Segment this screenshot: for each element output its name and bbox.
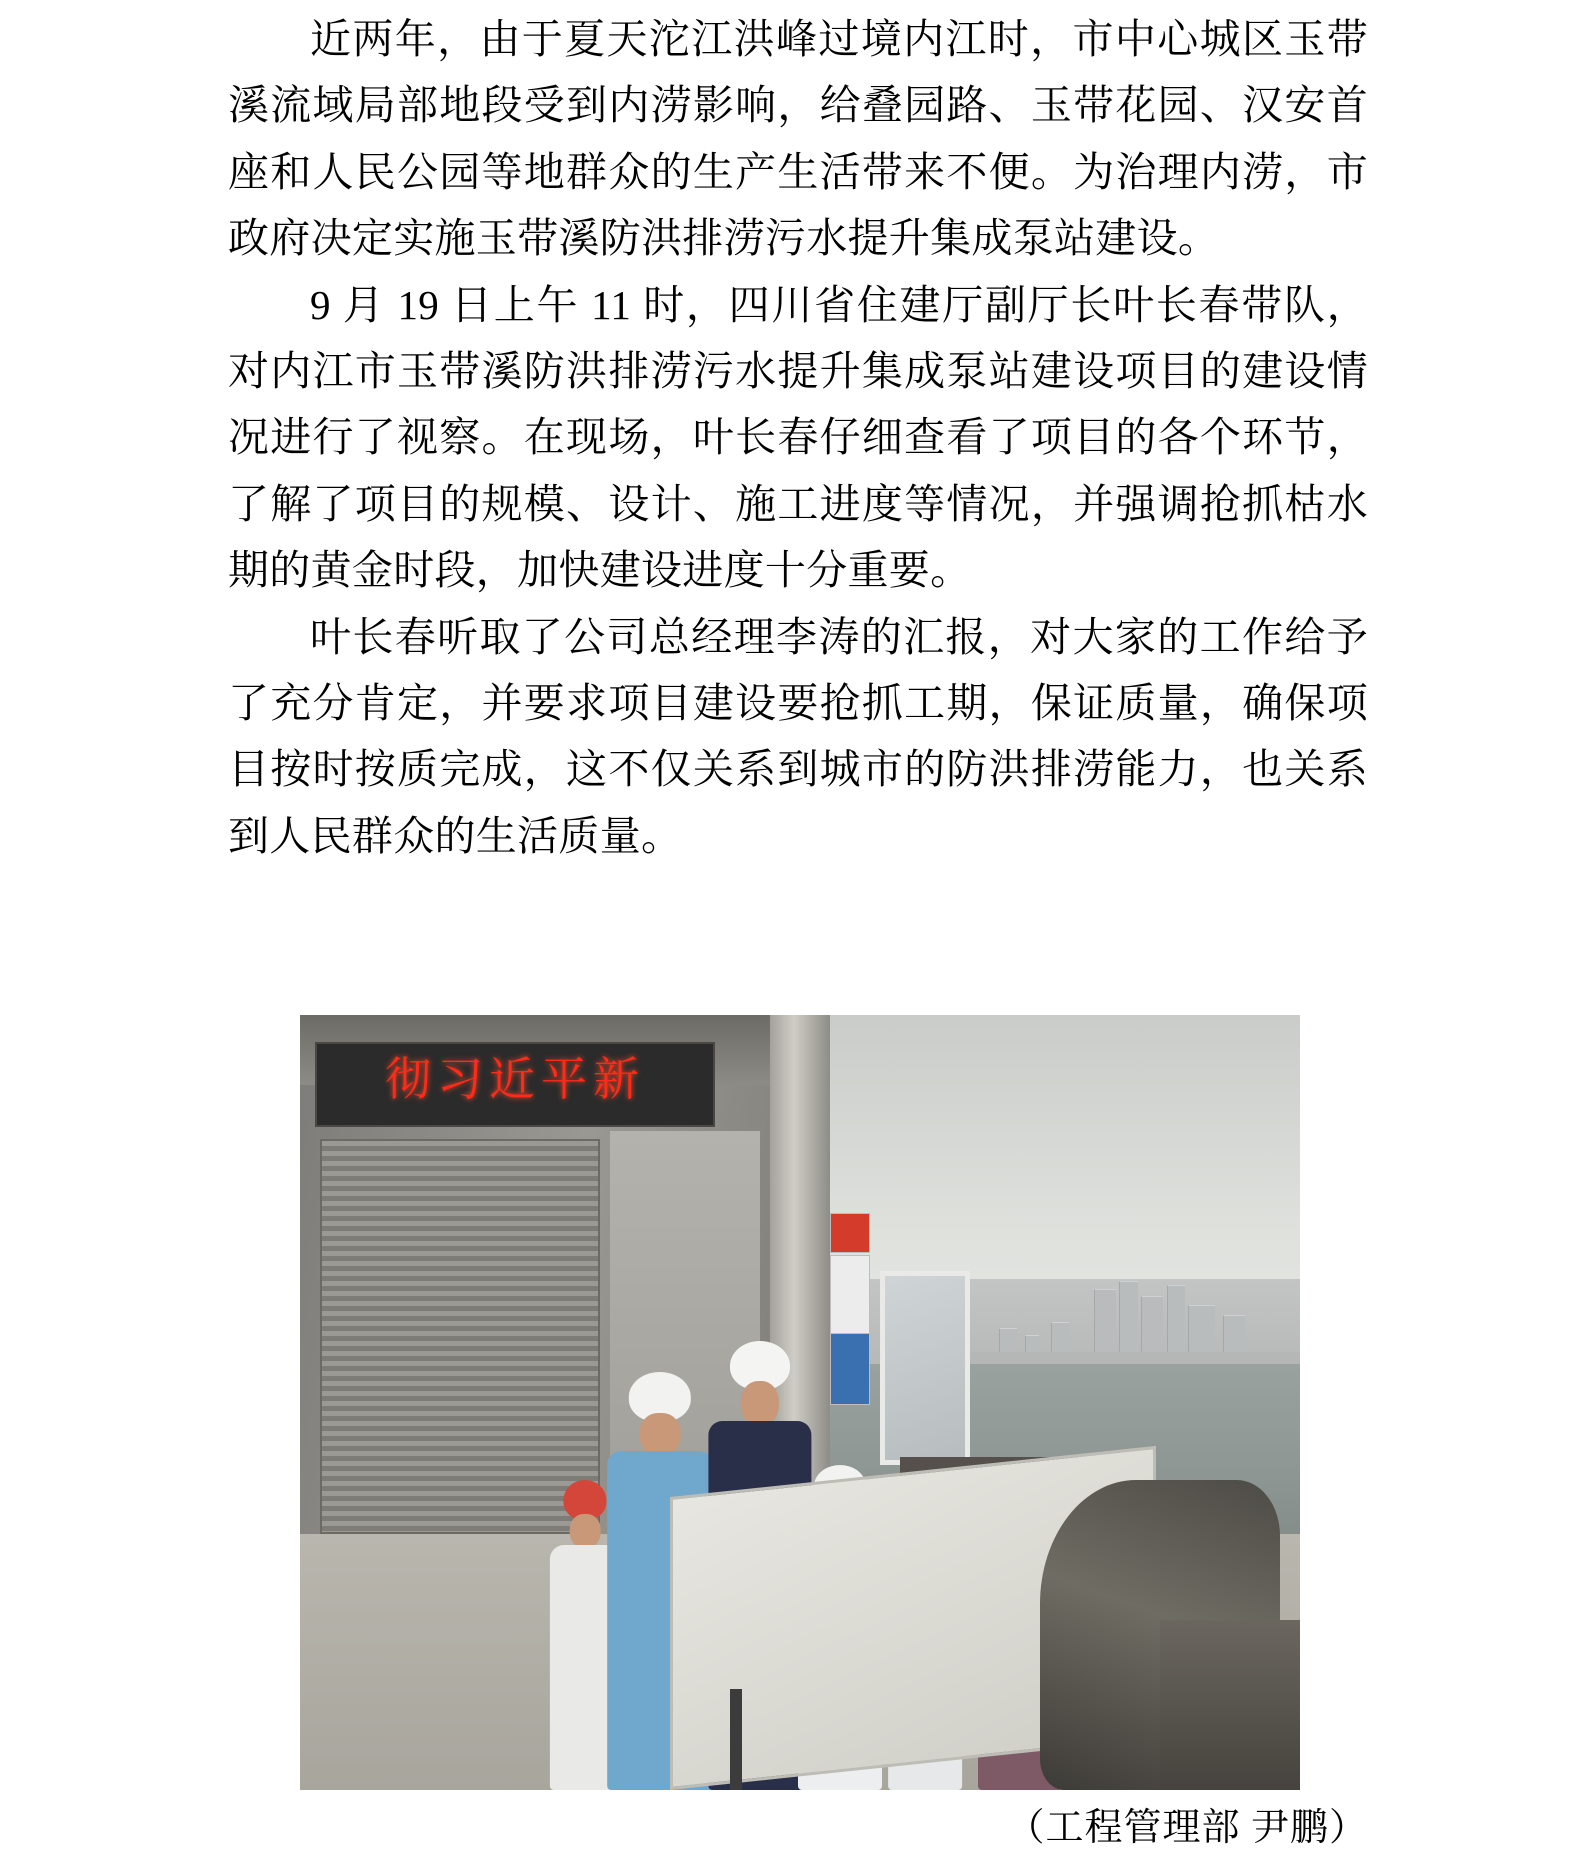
photo-machinery-base (1160, 1620, 1300, 1791)
photo-poster-red (830, 1213, 870, 1254)
figure-caption: （工程管理部 尹鹏） (1006, 1807, 1368, 1849)
photo-head (570, 1514, 601, 1548)
photo-canvas (300, 1015, 1300, 1790)
paragraph-2: 9 月 19 日上午 11 时，四川省住建厅副厅长叶长春带队，对内江市玉带溪防洪排涝污水提升集成泵站建设项目的建设情况进行了视察。在现场，叶长春仔细查看了项目的各个环节，了解了项目的规模、设计、施工进度等情况，并强调抢抓枯水期的黄金时段，加快建设进度十分重要。 (228, 281, 1368, 594)
figure-inspection-photo (300, 1015, 1300, 1790)
paragraph-3: 叶长春听取了公司总经理李涛的汇报，对大家的工作给予了充分肯定，并要求项目建设要抢抓工期，保证质量，确保项目按时按质完成，这不仅关系到城市的防洪排涝能力，也关系到人民群众的生活质量。 (228, 613, 1368, 859)
photo-head (640, 1413, 681, 1455)
photo-poster-blue (830, 1333, 870, 1405)
photo-head (741, 1381, 779, 1426)
led-banner-text: 彻习近平新 (315, 1042, 715, 1127)
photo-window (880, 1271, 970, 1465)
article-body (228, 6, 1368, 869)
paragraph-1: 近两年，由于夏天沱江洪峰过境内江时，市中心城区玉带溪流域局部地段受到内涝影响，给叠园路、玉带花园、汉安首座和人民公园等地群众的生产生活带来不便。为治理内涝，市政府决定实施玉带溪防洪排涝污水提升集成泵站建设。 (228, 16, 1368, 262)
photo-board-leg (730, 1689, 742, 1790)
photo-roller-shutter (320, 1139, 600, 1534)
